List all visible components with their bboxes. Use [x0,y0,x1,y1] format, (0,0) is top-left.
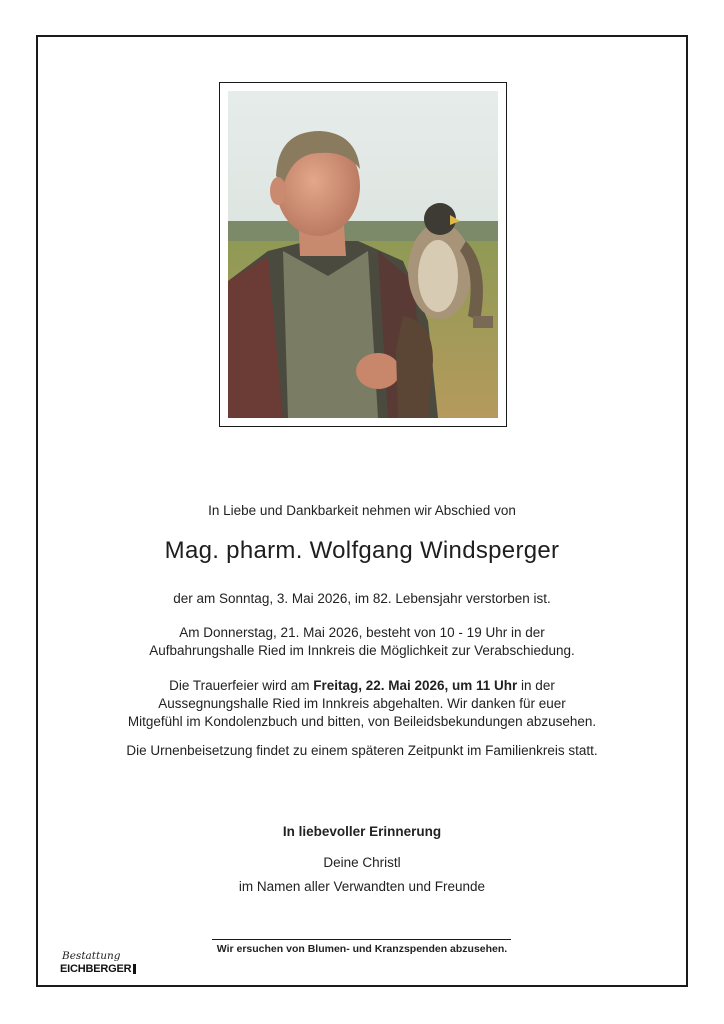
signature-name: Deine Christl [323,855,401,870]
funeral-home-logo [60,950,140,980]
burial-text: Die Urnenbeisetzung findet zu einem späteren Zeitpunkt im Familienkreis statt. [126,743,598,758]
intro-text: In Liebe und Dankbarkeit nehmen wir Abschied von [208,503,516,518]
logo-mark-icon [133,964,136,974]
footnote-divider [212,939,511,940]
ceremony-date: Freitag, 22. Mai 2026, um 11 Uhr [313,678,518,693]
signature-relatives: im Namen aller Verwandten und Freunde [238,879,486,894]
logo-script: Bestattung [62,950,121,962]
ceremony-line: Aussegnungshalle Ried im Innkreis abgehalten. Wir danken für euer [158,696,566,711]
closing-text: In liebevoller Erinnerung [282,824,442,839]
ceremony-post: in der [517,678,555,693]
ceremony-paragraph [36,677,688,731]
logo-main: EICHBERGER [60,963,132,975]
deceased-name: Mag. pharm. Wolfgang Windsperger [164,537,560,564]
viewing-line: Am Donnerstag, 21. Mai 2026, besteht von 10 - 19 Uhr in der [179,625,545,640]
ceremony-pre: Die Trauerfeier wird am [169,678,314,693]
flowers-footnote: Wir ersuchen von Blumen- und Kranzspenden abzusehen. [216,943,508,955]
ceremony-line: Mitgefühl im Kondolenzbuch und bitten, von Beileidsbekundungen abzusehen. [127,714,597,729]
ceremony-line [36,677,688,695]
viewing-line: Aufbahrungshalle Ried im Innkreis die Möglichkeit zur Verabschiedung. [149,643,575,658]
viewing-paragraph [36,624,688,660]
death-date-text: der am Sonntag, 3. Mai 2026, im 82. Lebensjahr verstorben ist. [173,591,551,606]
portrait-photo [228,91,498,418]
